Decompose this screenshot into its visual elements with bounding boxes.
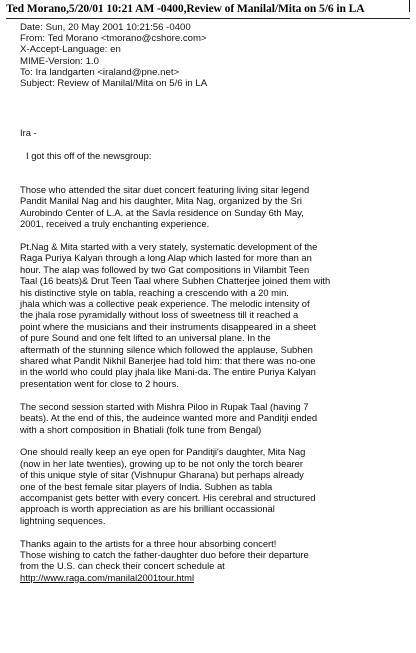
header-from: From: Ted Morano <tmorano@cshore.com> — [20, 33, 207, 45]
header-date: Date: Sun, 20 May 2001 10:21:56 -0400 — [20, 22, 191, 33]
email-body — [20, 127, 408, 583]
paragraph-2: Pt.Nag & Mita started with a very stately, systematic development of the Raga Puriya Kalyan through a long Alap which lasted for more than an hour. The alap was followed by two Gat compositions in Vilambit Teen Taal (16 beats)& Drut Teen Taal where Subhen Chatterjee joined them with his distinctive style on tabla, reaching a crescendo with a 20 min. jhala which was a collective peak experience. The melodic intensity of the jhala rose pyramidally without loss of sweetness till it reached a point where the musicians and their instruments disappeared in a sheet of pure Sound and one felt lifted to an universal plane. In the aftermath of the stunning silence which followed the applause, Subhen shared what Pandit Nikhil Banerjee had told him: that there was no-one in the world who could play jhala like Mani-da. The entire Puriya Kalyan presentation went for close to 2 hours. — [20, 241, 331, 389]
closing-paragraph: Thanks again to the artists for a three hour absorbing concert! Those wishing to catch the father-daughter duo before their departure from the U.S. can check their concert schedule at http://www.raga.com/manilal2001tour.html — [20, 538, 408, 584]
paragraph-1: Those who attended the sitar duet concert featuring living sitar legend Pandit Manilal Nag and his daughter, Mita Nag, organized by the Sri Aurobindo Center of L.A. at the Savla residence on Sunday 6th May, 2001, received a truly enchanting experience. — [20, 184, 310, 230]
paragraph-4: One should really keep an eye open for Panditji's daughter, Mita Nag (now in her late twenties), growing up to be not only the torch bearer of this unique style of sitar (Vishnupur Gharana) but perhaps already one of the best female sitar players of India. Subhen as tabla accompanist gets better with every concert. His cerebral and structured approach is worth appreciation as are his brilliant occassional lightning sequences. — [20, 446, 316, 526]
header-accept-language: X-Accept-Language: en — [20, 44, 121, 56]
header-to: To: Ira landgarten <iraland@pne.net> — [20, 66, 180, 78]
header-subject: Subject: Review of Manilal/Mita on 5/6 in LA — [20, 78, 208, 90]
email-headers — [20, 22, 207, 89]
header-divider — [6, 18, 410, 19]
greeting: Ira - — [20, 127, 37, 138]
printout-header-title: Ted Morano,5/20/01 10:21 AM -0400,Review of Manilal/Mita on 5/6 in LA — [6, 2, 365, 15]
intro-line: I got this off of the newsgroup: — [26, 149, 152, 161]
header-mime-version: MIME-Version: 1.0 — [20, 55, 99, 67]
paragraph-3: The second session started with Mishra Piloo in Rupak Taal (having 7 beats). At the end of this, the audeince wanted more and Panditji ended with a short composition in Bhatiali (folk tune from Bengal) — [20, 400, 318, 435]
concert-schedule-link[interactable]: http://www.raga.com/manilal2001tour.html — [20, 571, 195, 583]
